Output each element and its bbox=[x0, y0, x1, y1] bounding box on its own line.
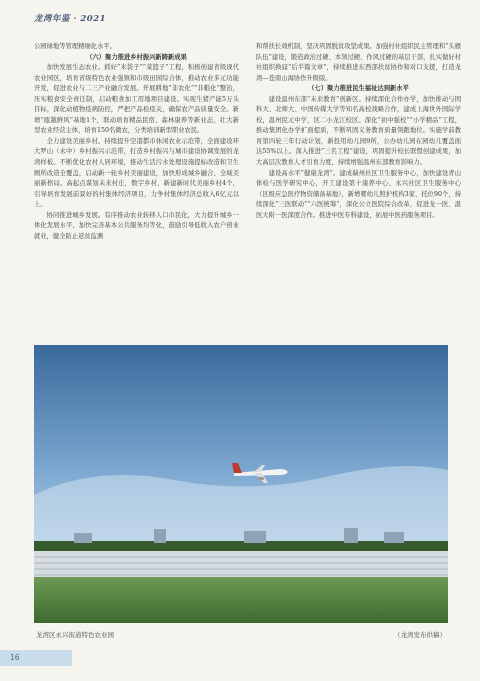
paragraph: 全力建设美丽乡村。持续提升空港都市休闲农业示范带，全面建设环大罗山（永中）乡村振兴示范带，打造乡村振兴与城市建设协调发展的龙湾样板。不断优化农村人居环境，推动生活污水处理设施提标改造和卫生厕所改造全覆盖，启动新一轮乡村美丽建设，加快形成城乡融合、全域美丽新格局。高起点谋划未来村庄，数字乡村、新建新时代美丽乡村4个，引导培育发展前景好的村集体经济项目，力争村集体经济总收入6亿元以上。 bbox=[34, 137, 239, 209]
photo-caption: 龙湾区永兴街道特色农业园 bbox=[36, 631, 114, 639]
section-subheading: （六）聚力推进乡村振兴新跨新成果 bbox=[86, 53, 187, 61]
farmland bbox=[34, 577, 448, 623]
paragraph: 协同推进城乡发展。有序推动农业转移人口市民化，大力提升城乡一体化发展水平，加快完善基本公共服务均等化，鼓励引导低收入农户创业就业，健全防止返贫监测 bbox=[34, 211, 239, 240]
left-text-column bbox=[34, 42, 239, 242]
paragraph: 和帮扶长效机制，坚决巩固脱贫攻坚成果。加强村社组织民主管理和“头雁队伍”建设，锻造政治过硬、本领过硬、作风过硬的基层干部，扎实做好村社组织换届“后半篇文章”，持续推进东西部扶贫协作和对口支援，打造龙湾—苍南山海协作升级版。 bbox=[256, 43, 461, 82]
yearbook-header: 龙湾年鉴 · 2021 bbox=[34, 14, 107, 24]
paragraph: 加快发展生态农业。抓好“米袋子”“菜篮子”工程，积极创建省级现代农业园区，培育省级特色农业强镇和市级田园综合体，推动农业多元功能开发，促进农业与二三产业融合发展。开展耕地“非农化”“非粮化”整治，压实粮食安全责任制，启动粮食加工用地项目建设。实现生猪产能5万头目标，深化动植物疫病防控，严把产品检疫关，确保农产品质量安全。新增“瓯越鲜风”基地1个，联动培育精品民宿、森林康养等新业态，壮大新型农业经营主体，培育150名微农，分类培训新型职业农民。 bbox=[34, 64, 239, 135]
page-number-strip bbox=[0, 650, 72, 666]
photo-credit: （龙湾发布供稿） bbox=[394, 631, 446, 639]
right-text-column bbox=[256, 42, 461, 221]
paragraph: 建设高水平“健康龙湾”。建成瑞州社区卫生服务中心，加快建设青山体检与医学研究中心，开工建设第十康养中心、永兴社区卫生服务中心（区级应急医疗物资储备基地），新增婴幼儿照护机构3家、托位90个，持续深化“三医联动”“六医统筹”，深化公立医院综合改革，促进龙一医、温医大附一医深度合作。推进中医专科建设，拓展中医药服务项目。 bbox=[256, 169, 461, 219]
greenhouses bbox=[34, 551, 448, 577]
section-subheading: （七）聚力推进民生福祉达到新水平 bbox=[308, 85, 409, 93]
paragraph: 建设温州东部“未来教育”创新区。持续深化合作办学，加快推动与国科大、北师大、中国传媒大学等知名高校战略合作，建成上海世外国际学校，温州民元中学，区二小龙江校区。深化“初中强校”“小学精品”工程，推动集团化办学扩面提质，不断巩固义务教育质量领跑地位。实施学前教育第四轮三年行动计划，新投用幼儿园9所，公办幼儿园在园幼儿覆盖面达55%以上。深入推进“三名工程”建设，巩固提升校长联盟创建成果，加大高层次教育人才引育力度，持续增强温州东部教育影响力。 bbox=[256, 95, 461, 167]
paragraph: 公园绿地等管理精细化水平。 bbox=[34, 43, 116, 50]
airplane-farmland-photo bbox=[34, 345, 448, 623]
page-number: 16 bbox=[10, 653, 20, 662]
